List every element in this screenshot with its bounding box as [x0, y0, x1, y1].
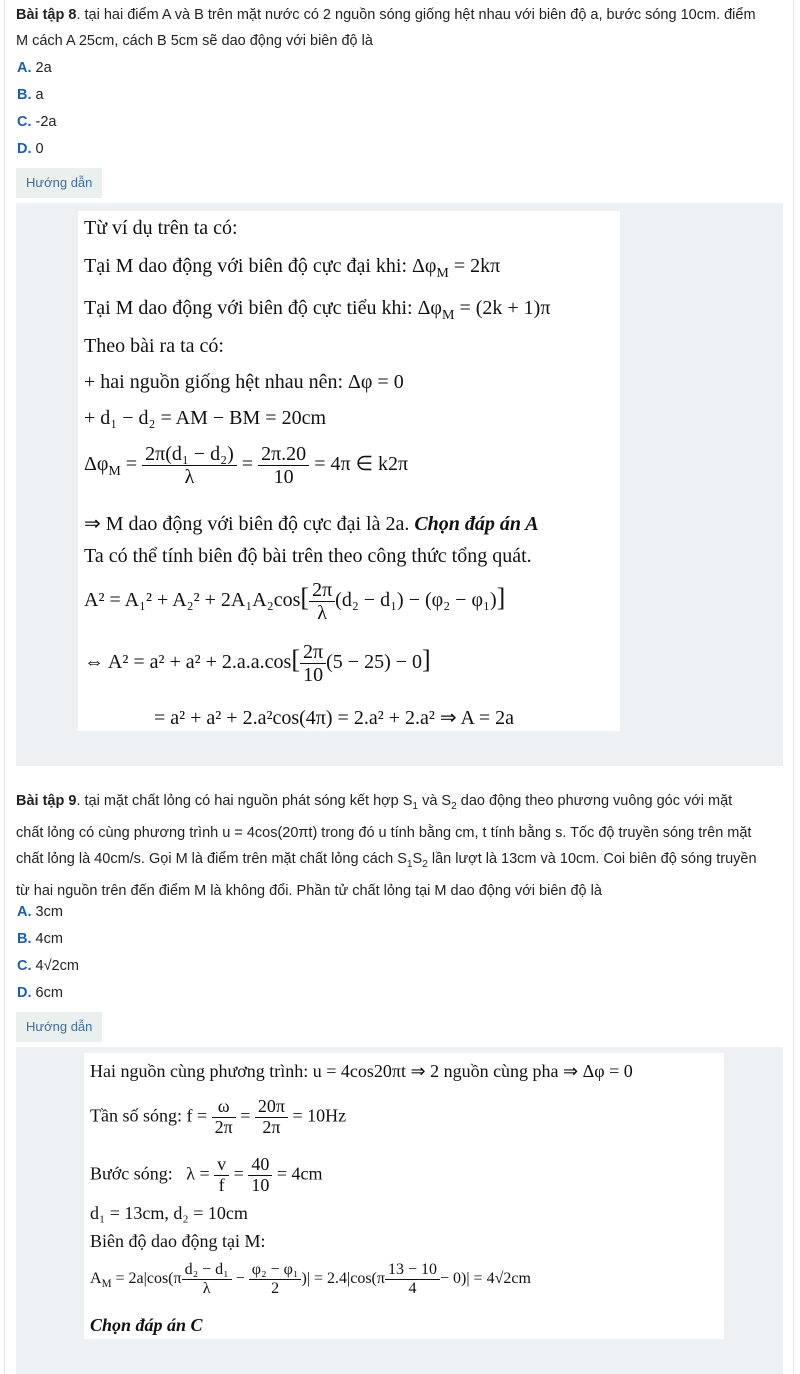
- q9-solution-image: Hai nguồn cùng phương trình: u = 4cos20πt ⇒ 2 nguồn cùng pha ⇒ Δφ = 0 Tần số sóng: f = $\frac{\omega}{2\pi}$ = $\frac{20\pi}{2\pi}$ = 10Hz Bước sóng: λ = $\frac{v}{f}$ = $\frac{40}{10}$ = 4cm d₁ = 13cm, d₂ = 10cm Biên độ dao động tại M: $A_M = 2a|\cos(\pi$ $\frac{\text{d₂ − d₁}}{\lambda}$ − $\frac{\text{φ₂ − φ₁}}{2}$ )| = 2.4|cos(π $\frac{13 - 10}{4}$ − 0)| = 4√2cm Chọn đáp án C: [84, 1053, 724, 1339]
- question-9-label: Bài tập 9: [16, 793, 77, 809]
- question-8-label: Bài tập 8: [16, 7, 77, 23]
- q8-option-d: D. 0: [17, 141, 44, 157]
- q8-option-a: A. 2a: [17, 60, 52, 76]
- question-9-text: Bài tập 9. tại mặt chất lỏng có hai nguồn phát sóng kết hợp $S_1$ và $S_2$ dao động theo phương vuông góc với mặt chất lỏng có cùng phương trình u = 4cos(20πt) trong đó u tính bằng cm, t tính bằng s. Tốc độ truyền sóng trên mặt chất lỏng là 40cm/s. Gọi M là điểm trên mặt chất lỏng cách $S_1S_2$ lần lượt là 13cm và 10cm. Coi biên độ sóng truyền từ hai nguồn trên đến điểm M là không đổi. Phần tử chất lỏng tại M dao động với biên độ là: [16, 793, 757, 899]
- q9-option-a: A. 3cm: [17, 904, 63, 920]
- q9-option-b: B. 4cm: [17, 931, 63, 947]
- q8-solution-panel: [16, 203, 783, 766]
- question-8-text: Bài tập 8. tại hai điểm A và B trên mặt nước có 2 nguồn sóng giống hệt nhau với biên độ a, bước sóng 10cm. điểm M cách A 25cm, cách B 5cm sẽ dao động với biên độ là: [16, 7, 756, 49]
- q9-solution-panel: [16, 1047, 783, 1374]
- q8-solution-image: Từ ví dụ trên ta có: Tại M dao động với biên độ cực đại khi: $\Delta\varphi_M = 2k\pi$ Tại M dao động với biên độ cực tiểu khi: $\Delta\varphi_M = (2k + 1)\pi$ Theo bài ra ta có: + hai nguồn giống hệt nhau nên: Δφ = 0 + d₁ − d₂ = AM − BM = 20cm $\Delta\varphi_M$ = $\frac{\text{2π(d₁ − d₂)}}{\lambda}$ = $\frac{2\pi.20}{10}$ = 4π ∈ k2π ⇒ M dao động với biên độ cực đại là 2a. Chọn đáp án A Ta có thể tính biên độ bài trên theo công thức tổng quát. A² = A₁² + A₂² + 2A₁A₂cos[ $\frac{2\pi}{\lambda}$ (d₂ − d₁) − (φ₂ − φ₁)] ⇔ A² = a² + a² + 2.a.a.cos[ $\frac{2\pi}{10}$ (5 − 25) − 0] = a² + a² + 2.a²cos(4π) = 2.a² + 2.a² ⇒ A = 2a: [78, 211, 620, 731]
- q8-option-c: C. -2a: [17, 114, 57, 130]
- q8-option-b: B. a: [17, 87, 44, 103]
- q9-option-d: D. 6cm: [17, 985, 63, 1001]
- q9-guide-toggle[interactable]: Hướng dẫn: [16, 1012, 102, 1042]
- q9-option-c: C. 4√2cm: [17, 958, 79, 974]
- q8-guide-toggle[interactable]: Hướng dẫn: [16, 168, 102, 198]
